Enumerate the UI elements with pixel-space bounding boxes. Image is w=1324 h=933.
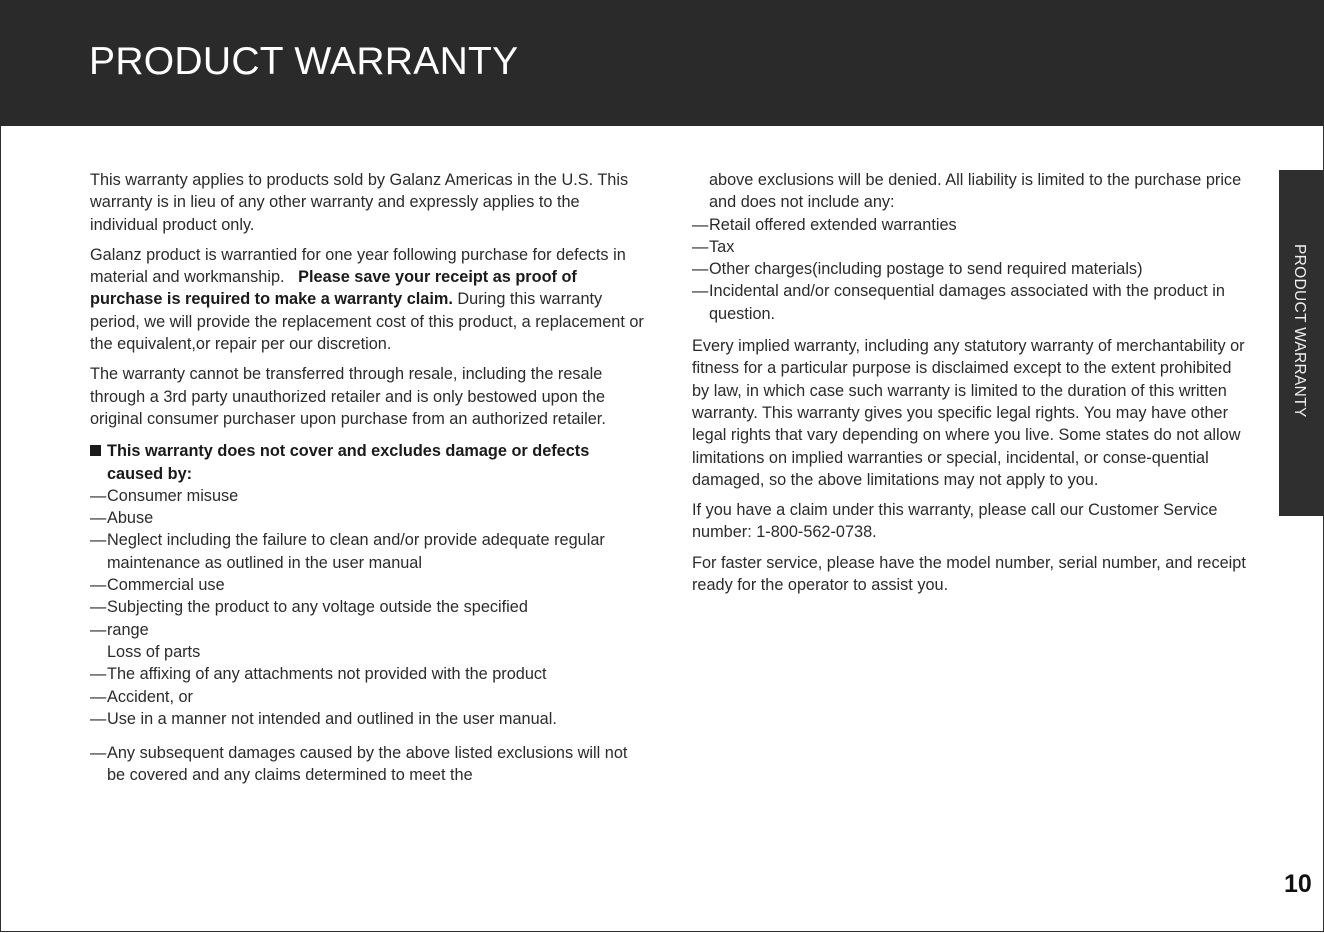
dash-icon: —: [90, 744, 107, 763]
list-item: — Tax: [692, 236, 1252, 258]
warranty-scope-paragraph: This warranty applies to products sold by Galanz Americas in the U.S. This warranty is in lieu of any other warranty and expressly applies to the individual product only.: [90, 171, 629, 234]
square-bullet-icon: [90, 445, 101, 456]
list-item: — Abuse: [90, 507, 645, 529]
dash-icon: —: [90, 576, 107, 595]
list-item: — Accident, or: [90, 686, 645, 708]
faster-service-paragraph: For faster service, please have the model number, serial number, and receipt ready for the operator to assist you.: [692, 553, 1246, 595]
warranty-period-text: Galanz product is warrantied for one year following purchase for defects in material and workmanship.: [90, 245, 626, 287]
list-item: — range: [90, 619, 645, 641]
transfer-paragraph: The warranty cannot be transferred through resale, including the resale through a 3rd party unauthorized retailer and is only bestowed upon the original consumer purchaser upon purchase from an authorized retailer.: [90, 365, 606, 428]
dash-icon: —: [90, 531, 107, 550]
dash-icon: —: [90, 709, 107, 728]
left-column: [90, 169, 645, 787]
list-item: — Neglect including the failure to clean and/or provide adequate regular maintenance as outlined in the user manual: [90, 531, 605, 572]
dash-icon: —: [692, 237, 709, 256]
list-item: — Incidental and/or consequential damages associated with the product in question.: [692, 282, 1225, 323]
page-number: 10: [1284, 870, 1312, 898]
dash-icon: —: [692, 215, 709, 234]
claim-paragraph: If you have a claim under this warranty, please call our Customer Service number: 1-800-562-0738.: [692, 501, 1218, 542]
list-item: — Retail offered extended warranties: [692, 214, 1252, 236]
right-column: [692, 169, 1252, 604]
exclusions-heading: This warranty does not cover and excludes damage or defects caused by:: [90, 440, 645, 485]
replacement-text: During this warranty period, we will provide the replacement cost of this product, a replacement or the equivalent,or repair per our discretion.: [90, 290, 644, 354]
dash-icon: —: [90, 509, 107, 528]
warranty-period-paragraph: [90, 244, 645, 355]
dash-icon: —: [692, 260, 709, 279]
list-item: — Other charges(including postage to send required materials): [692, 258, 1252, 280]
dash-icon: —: [90, 598, 107, 617]
dash-icon: —: [90, 687, 107, 706]
list-item: — Commercial use: [90, 574, 645, 596]
implied-warranty-paragraph: Every implied warranty, including any statutory warranty of merchantability or fitness for a particular purpose is disclaimed except to the extent prohibited by law, in which case such warranty is limited to the duration of this written warranty. This warranty gives you specific legal rights. You may have other legal rights that vary depending on where you live. Some states do not allow limitations on implied warranties or special, incidental, or conse-quential damaged, so the above limitations may not apply to you.: [692, 337, 1245, 489]
continued-text: above exclusions will be denied. All liability is limited to the purchase price and does not include any:: [709, 171, 1242, 212]
list-item: — The affixing of any attachments not provided with the product: [90, 663, 645, 685]
list-item: — Consumer misuse: [90, 485, 645, 507]
loss-of-parts: Loss of parts: [107, 642, 201, 661]
subsequent-damages-item: — Any subsequent damages caused by the above listed exclusions will not be covered and any claims determined to meet the: [90, 744, 628, 785]
page-title: PRODUCT WARRANTY: [89, 40, 519, 83]
dash-icon: —: [90, 620, 107, 639]
side-tab-label: PRODUCT WARRANTY: [1291, 244, 1308, 418]
dash-icon: —: [90, 665, 107, 684]
dash-icon: —: [692, 282, 709, 301]
header-bar: [0, 0, 1324, 126]
list-item: — Use in a manner not intended and outlined in the user manual.: [90, 708, 645, 730]
receipt-notice: Please save your receipt as proof of purchase is required to make a warranty claim.: [90, 268, 577, 309]
list-item: — Subjecting the product to any voltage outside the specified: [90, 596, 645, 618]
dash-icon: —: [90, 486, 107, 505]
